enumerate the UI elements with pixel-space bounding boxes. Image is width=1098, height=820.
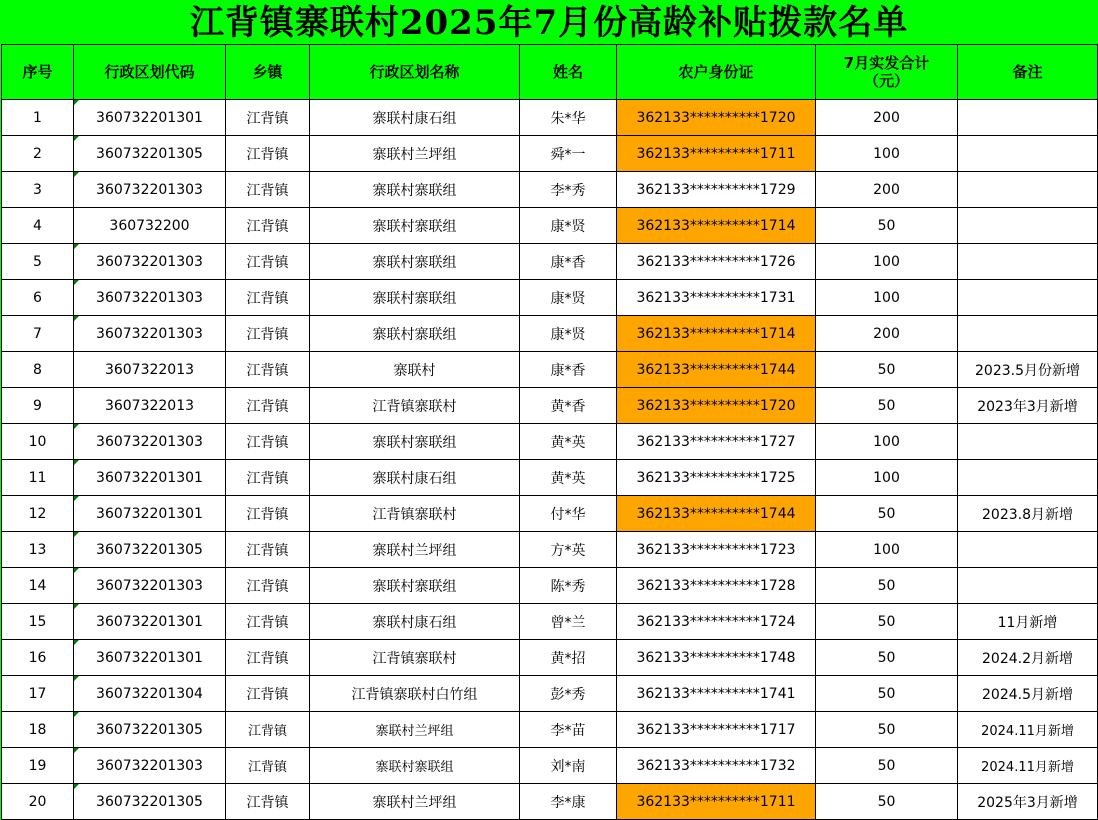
table-row (2, 496, 1098, 532)
cell-name: 方*英 (520, 532, 617, 568)
cell-remarks: 2024.5月新增 (958, 676, 1098, 712)
table-row (2, 172, 1098, 208)
table-row (2, 280, 1098, 316)
cell-region-name: 寨联村兰坪组 (310, 712, 520, 748)
cell-remarks (958, 316, 1098, 352)
error-indicator-icon (74, 100, 79, 105)
cell-remarks (958, 568, 1098, 604)
cell-remarks (958, 244, 1098, 280)
cell-region-name: 江背镇寨联村白竹组 (310, 676, 520, 712)
cell-region-name: 寨联村寨联组 (310, 280, 520, 316)
cell-town: 江背镇 (226, 496, 310, 532)
table-row (2, 784, 1098, 820)
cell-region-name: 寨联村康石组 (310, 604, 520, 640)
cell-town: 江背镇 (226, 244, 310, 280)
table-row (2, 244, 1098, 280)
table-row (2, 568, 1098, 604)
table-row (2, 100, 1098, 136)
header-amount-label: 7月实发合计 (843, 54, 930, 72)
cell-region-name: 寨联村寨联组 (310, 316, 520, 352)
cell-region-name: 寨联村 (310, 352, 520, 388)
table-row (2, 460, 1098, 496)
cell-region-code: 360732201303 (74, 244, 226, 280)
header-id-card: 农户身份证 (617, 45, 816, 100)
cell-town: 江背镇 (226, 100, 310, 136)
cell-region-code: 360732201301 (74, 640, 226, 676)
cell-region-code: 360732201303 (74, 316, 226, 352)
cell-region-name: 寨联村寨联组 (310, 748, 520, 784)
cell-serial-no: 3 (2, 172, 74, 208)
error-indicator-icon (74, 532, 79, 537)
cell-serial-no: 11 (2, 460, 74, 496)
cell-town: 江背镇 (226, 676, 310, 712)
cell-region-code: 360732201303 (74, 424, 226, 460)
cell-remarks (958, 280, 1098, 316)
cell-amount: 200 (816, 172, 958, 208)
cell-remarks (958, 100, 1098, 136)
cell-name: 李*秀 (520, 172, 617, 208)
cell-amount: 100 (816, 136, 958, 172)
cell-region-name: 江背镇寨联村 (310, 640, 520, 676)
table-row (2, 388, 1098, 424)
cell-amount: 50 (816, 352, 958, 388)
cell-remarks (958, 460, 1098, 496)
error-indicator-icon (74, 568, 79, 573)
error-indicator-icon (74, 712, 79, 717)
header-serial-no: 序号 (2, 45, 74, 100)
cell-serial-no: 1 (2, 100, 74, 136)
cell-region-code: 360732201305 (74, 784, 226, 820)
cell-serial-no: 20 (2, 784, 74, 820)
cell-id-card: 362133**********1744 (617, 352, 816, 388)
cell-serial-no: 16 (2, 640, 74, 676)
cell-amount: 50 (816, 496, 958, 532)
header-region-name: 行政区划名称 (310, 45, 520, 100)
cell-amount: 100 (816, 280, 958, 316)
cell-name: 黄*香 (520, 388, 617, 424)
table-row (2, 640, 1098, 676)
subsidy-table (1, 44, 1098, 820)
error-indicator-icon (74, 136, 79, 141)
cell-region-code: 360732201303 (74, 280, 226, 316)
cell-id-card: 362133**********1714 (617, 316, 816, 352)
header-region-code: 行政区划代码 (74, 45, 226, 100)
cell-name: 康*贤 (520, 316, 617, 352)
error-indicator-icon (74, 748, 79, 753)
cell-name: 陈*秀 (520, 568, 617, 604)
cell-remarks: 2024.2月新增 (958, 640, 1098, 676)
cell-name: 康*香 (520, 352, 617, 388)
cell-name: 李*苗 (520, 712, 617, 748)
cell-region-name: 寨联村康石组 (310, 460, 520, 496)
cell-serial-no: 12 (2, 496, 74, 532)
cell-name: 黄*英 (520, 460, 617, 496)
cell-serial-no: 6 (2, 280, 74, 316)
cell-name: 黄*招 (520, 640, 617, 676)
cell-region-name: 寨联村兰坪组 (310, 784, 520, 820)
cell-serial-no: 9 (2, 388, 74, 424)
cell-amount: 50 (816, 568, 958, 604)
cell-remarks: 2023.5月份新增 (958, 352, 1098, 388)
cell-amount: 50 (816, 784, 958, 820)
cell-amount: 50 (816, 208, 958, 244)
error-indicator-icon (74, 424, 79, 429)
cell-serial-no: 14 (2, 568, 74, 604)
cell-amount: 100 (816, 532, 958, 568)
cell-remarks (958, 208, 1098, 244)
cell-serial-no: 4 (2, 208, 74, 244)
error-indicator-icon (74, 676, 79, 681)
error-indicator-icon (74, 604, 79, 609)
cell-serial-no: 15 (2, 604, 74, 640)
cell-region-code: 360732201301 (74, 496, 226, 532)
cell-region-code: 360732200 (74, 208, 226, 244)
cell-town: 江背镇 (226, 748, 310, 784)
cell-remarks: 2023.8月新增 (958, 496, 1098, 532)
table-row (2, 208, 1098, 244)
error-indicator-icon (74, 784, 79, 789)
error-indicator-icon (74, 640, 79, 645)
cell-name: 彭*秀 (520, 676, 617, 712)
cell-town: 江背镇 (226, 568, 310, 604)
table-row (2, 424, 1098, 460)
cell-id-card: 362133**********1726 (617, 244, 816, 280)
error-indicator-icon (74, 460, 79, 465)
cell-amount: 100 (816, 424, 958, 460)
cell-serial-no: 2 (2, 136, 74, 172)
cell-region-code: 3607322013 (74, 352, 226, 388)
cell-region-name: 寨联村寨联组 (310, 244, 520, 280)
cell-town: 江背镇 (226, 424, 310, 460)
table-row (2, 532, 1098, 568)
cell-id-card: 362133**********1741 (617, 676, 816, 712)
cell-region-code: 360732201303 (74, 748, 226, 784)
cell-region-code: 360732201303 (74, 172, 226, 208)
cell-id-card: 362133**********1711 (617, 784, 816, 820)
cell-town: 江背镇 (226, 316, 310, 352)
cell-town: 江背镇 (226, 784, 310, 820)
document-title: 江背镇寨联村2025年7月份高龄补贴拨款名单 (189, 3, 909, 43)
cell-name: 康*贤 (520, 280, 617, 316)
table-row (2, 352, 1098, 388)
header-name: 姓名 (520, 45, 617, 100)
cell-amount: 100 (816, 244, 958, 280)
cell-id-card: 362133**********1732 (617, 748, 816, 784)
cell-name: 曾*兰 (520, 604, 617, 640)
cell-region-code: 360732201304 (74, 676, 226, 712)
cell-name: 李*康 (520, 784, 617, 820)
cell-region-code: 360732201301 (74, 460, 226, 496)
cell-region-name: 江背镇寨联村 (310, 496, 520, 532)
cell-serial-no: 19 (2, 748, 74, 784)
cell-name: 康*香 (520, 244, 617, 280)
table-row (2, 748, 1098, 784)
cell-region-code: 360732201301 (74, 100, 226, 136)
cell-town: 江背镇 (226, 604, 310, 640)
cell-remarks: 2025年3月新增 (958, 784, 1098, 820)
cell-name: 康*贤 (520, 208, 617, 244)
cell-amount: 50 (816, 676, 958, 712)
cell-region-name: 寨联村康石组 (310, 100, 520, 136)
cell-region-name: 寨联村寨联组 (310, 172, 520, 208)
cell-id-card: 362133**********1714 (617, 208, 816, 244)
cell-town: 江背镇 (226, 208, 310, 244)
cell-amount: 50 (816, 388, 958, 424)
cell-town: 江背镇 (226, 532, 310, 568)
cell-remarks (958, 172, 1098, 208)
header-amount-unit: （元） (863, 72, 909, 90)
cell-region-name: 江背镇寨联村 (310, 388, 520, 424)
table-row (2, 316, 1098, 352)
table-row (2, 604, 1098, 640)
cell-id-card: 362133**********1748 (617, 640, 816, 676)
cell-name: 朱*华 (520, 100, 617, 136)
cell-town: 江背镇 (226, 460, 310, 496)
header-remarks: 备注 (958, 45, 1098, 100)
cell-serial-no: 13 (2, 532, 74, 568)
cell-id-card: 362133**********1729 (617, 172, 816, 208)
cell-remarks (958, 136, 1098, 172)
cell-town: 江背镇 (226, 640, 310, 676)
table-header-row (2, 45, 1098, 100)
cell-id-card: 362133**********1717 (617, 712, 816, 748)
cell-id-card: 362133**********1720 (617, 388, 816, 424)
cell-town: 江背镇 (226, 352, 310, 388)
table-row (2, 136, 1098, 172)
table-row (2, 712, 1098, 748)
cell-region-code: 360732201303 (74, 568, 226, 604)
cell-id-card: 362133**********1731 (617, 280, 816, 316)
table-row (2, 676, 1098, 712)
table-body (2, 100, 1098, 820)
error-indicator-icon (74, 172, 79, 177)
cell-amount: 200 (816, 100, 958, 136)
cell-amount: 100 (816, 460, 958, 496)
cell-town: 江背镇 (226, 172, 310, 208)
cell-name: 舜*一 (520, 136, 617, 172)
cell-id-card: 362133**********1728 (617, 568, 816, 604)
cell-amount: 200 (816, 316, 958, 352)
cell-region-name: 寨联村寨联组 (310, 208, 520, 244)
header-town: 乡镇 (226, 45, 310, 100)
cell-serial-no: 17 (2, 676, 74, 712)
cell-amount: 50 (816, 712, 958, 748)
cell-region-name: 寨联村寨联组 (310, 568, 520, 604)
cell-name: 付*华 (520, 496, 617, 532)
cell-town: 江背镇 (226, 136, 310, 172)
error-indicator-icon (74, 496, 79, 501)
cell-region-name: 寨联村兰坪组 (310, 136, 520, 172)
cell-region-code: 360732201305 (74, 532, 226, 568)
cell-serial-no: 8 (2, 352, 74, 388)
error-indicator-icon (74, 244, 79, 249)
cell-id-card: 362133**********1723 (617, 532, 816, 568)
cell-serial-no: 7 (2, 316, 74, 352)
cell-id-card: 362133**********1744 (617, 496, 816, 532)
cell-amount: 50 (816, 604, 958, 640)
cell-region-code: 360732201301 (74, 604, 226, 640)
cell-region-code: 360732201305 (74, 136, 226, 172)
cell-region-name: 寨联村兰坪组 (310, 532, 520, 568)
cell-remarks: 2023年3月新增 (958, 388, 1098, 424)
cell-id-card: 362133**********1711 (617, 136, 816, 172)
cell-name: 黄*英 (520, 424, 617, 460)
header-amount (816, 45, 958, 100)
cell-serial-no: 18 (2, 712, 74, 748)
cell-remarks: 11月新增 (958, 604, 1098, 640)
cell-serial-no: 10 (2, 424, 74, 460)
cell-remarks (958, 532, 1098, 568)
cell-region-code: 3607322013 (74, 388, 226, 424)
cell-id-card: 362133**********1724 (617, 604, 816, 640)
cell-name: 刘*南 (520, 748, 617, 784)
cell-remarks (958, 424, 1098, 460)
cell-id-card: 362133**********1720 (617, 100, 816, 136)
cell-serial-no: 5 (2, 244, 74, 280)
cell-region-code: 360732201305 (74, 712, 226, 748)
cell-remarks: 2024.11月新增 (958, 712, 1098, 748)
cell-amount: 50 (816, 640, 958, 676)
cell-id-card: 362133**********1725 (617, 460, 816, 496)
error-indicator-icon (74, 316, 79, 321)
cell-id-card: 362133**********1727 (617, 424, 816, 460)
cell-town: 江背镇 (226, 280, 310, 316)
cell-region-name: 寨联村寨联组 (310, 424, 520, 460)
cell-town: 江背镇 (226, 388, 310, 424)
cell-remarks: 2024.11月新增 (958, 748, 1098, 784)
cell-amount: 50 (816, 748, 958, 784)
error-indicator-icon (74, 280, 79, 285)
cell-town: 江背镇 (226, 712, 310, 748)
